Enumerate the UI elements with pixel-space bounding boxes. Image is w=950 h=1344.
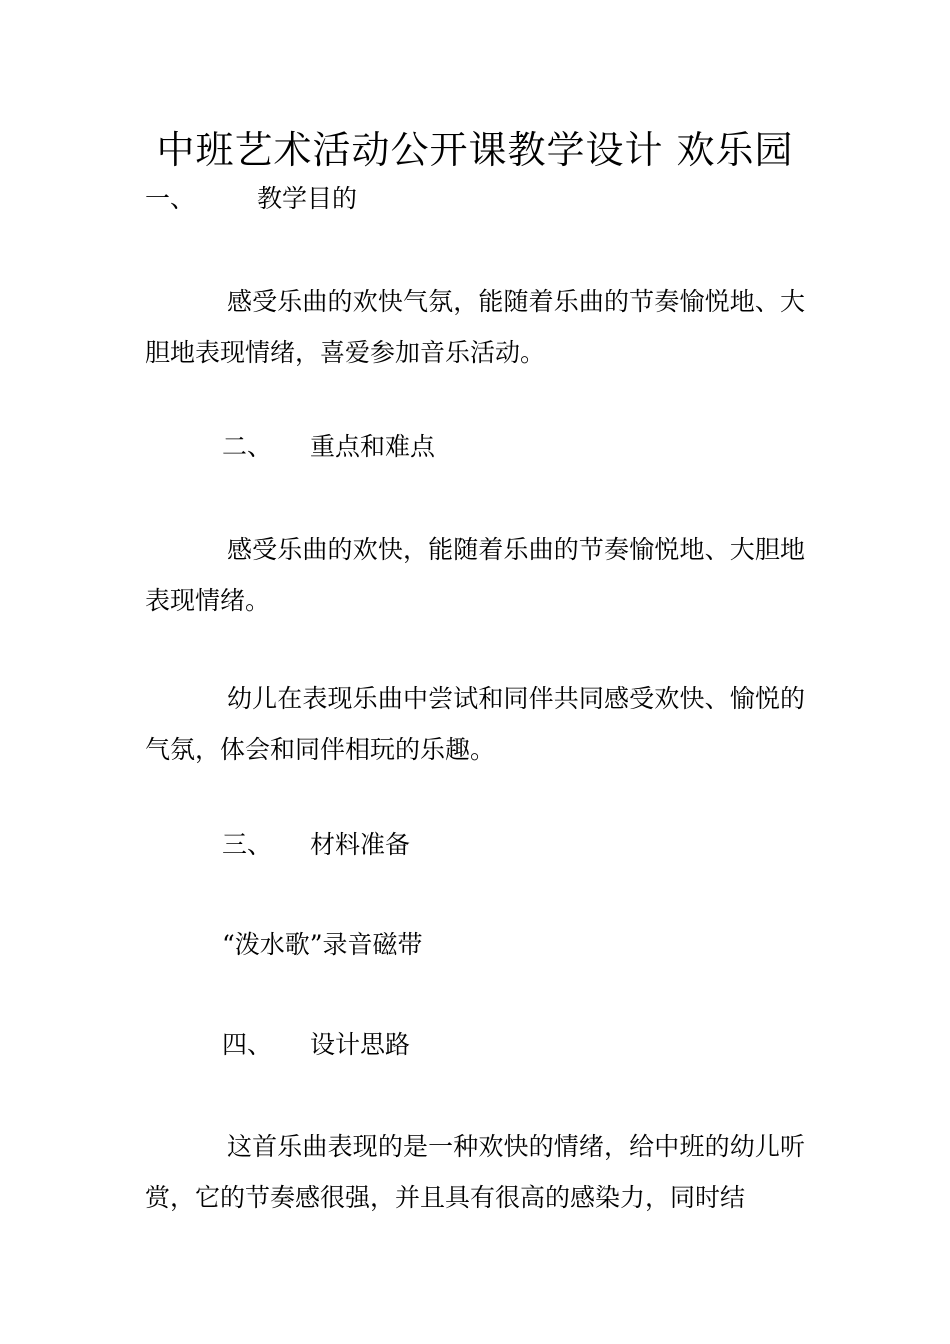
paragraph-key-points: 感受乐曲的欢快，能随着乐曲的节奏愉悦地、大胆地表现情绪。 [145,535,805,615]
document-title: 中班艺术活动公开课教学设计 欢乐园 [156,128,794,172]
section-number: 四、 [222,1030,273,1059]
paragraph-objective: 感受乐曲的欢快气氛，能随着乐曲的节奏愉悦地、大胆地表现情绪，喜爱参加音乐活动。 [145,287,805,367]
paragraph-design-idea: 这首乐曲表现的是一种欢快的情绪，给中班的幼儿听赏，它的节奏感很强，并且具有很高的感染力，同时结 [145,1132,805,1212]
paragraph-difficulty: 幼儿在表现乐曲中尝试和同伴共同感受欢快、愉悦的气氛，体会和同伴相玩的乐趣。 [145,684,805,764]
section-heading-text: 教学目的 [257,184,358,213]
section-heading-text: 设计思路 [310,1030,411,1059]
materials-text: “泼水歌”录音磁带 [222,930,423,959]
section-heading-4 [222,1028,410,1062]
section-heading-text: 材料准备 [310,830,411,859]
section-number: 一、 [145,184,196,213]
section-heading-2 [222,430,435,464]
section-number: 二、 [222,432,273,461]
section-heading-3 [222,828,410,862]
section-heading-1 [145,182,357,216]
section-number: 三、 [222,830,273,859]
section-heading-text: 重点和难点 [310,432,436,461]
